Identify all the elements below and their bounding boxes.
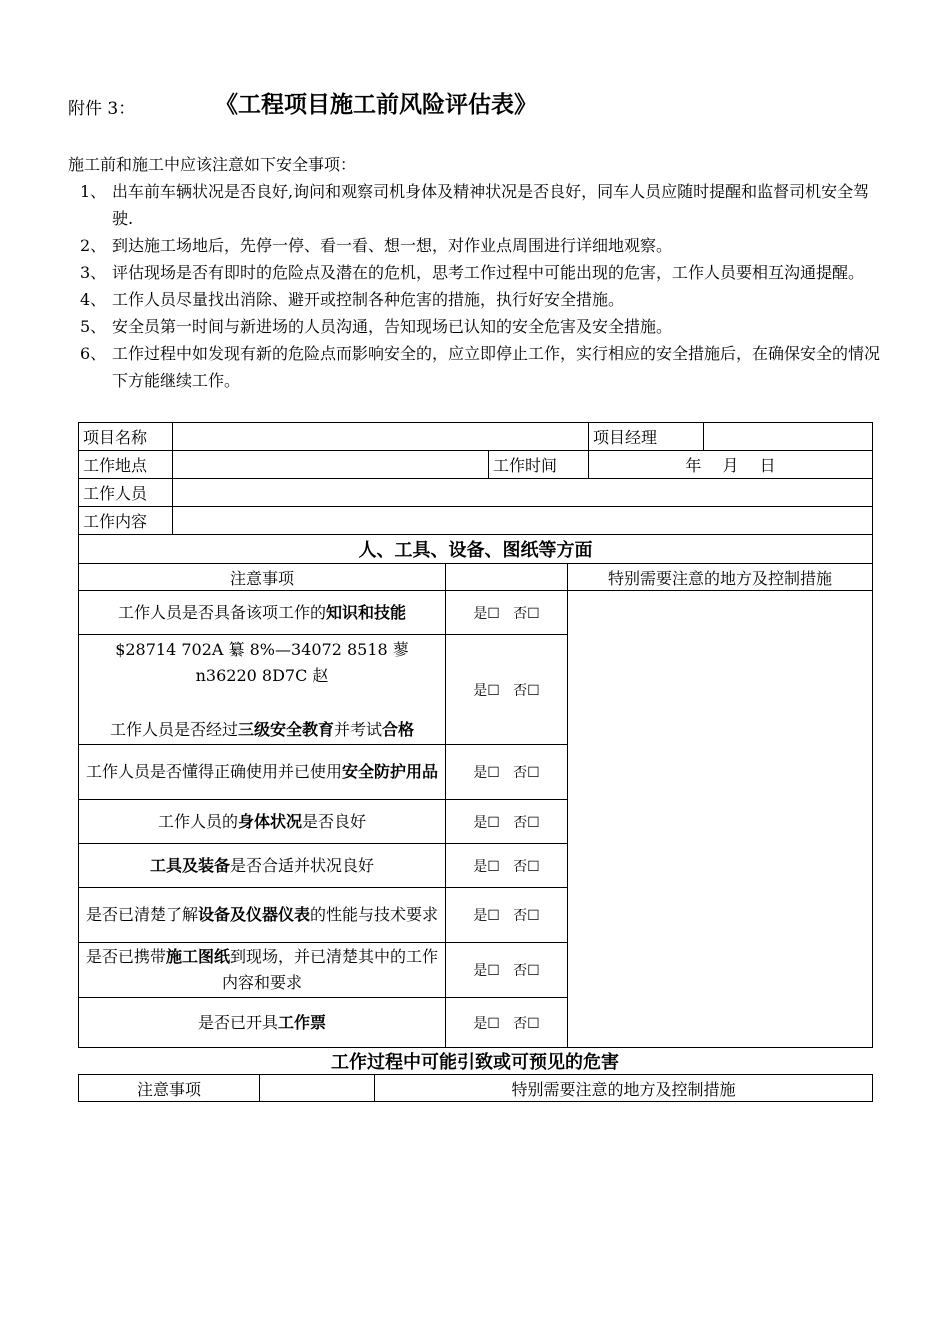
garbled-text: $28714 702A 纂 8%—34072 8518 蓼 n36220 8D7C 赵	[115, 640, 409, 685]
list-item: 5、 安全员第一时间与新进场的人员沟通，告知现场已认知的安全危害及安全措施。	[80, 317, 673, 336]
title-row	[68, 86, 888, 126]
project-name-label: 项目名称	[79, 423, 173, 451]
column-header-item: 注意事项	[79, 1075, 260, 1102]
column-header-check	[446, 564, 568, 591]
section-title: 人、工具、设备、图纸等方面	[79, 535, 873, 564]
work-location-label: 工作地点	[79, 451, 173, 479]
attachment-label: 附件 3：	[68, 99, 136, 119]
column-header-item: 注意事项	[79, 564, 446, 591]
risk-checklist-table	[78, 534, 873, 1048]
check-item: 工作人员是否具备该项工作的知识和技能	[79, 591, 446, 635]
yes-no-checkbox[interactable]: 是☐ 否☐	[446, 998, 568, 1048]
work-content-label: 工作内容	[79, 507, 173, 535]
page-title: 《工程项目施工前风险评估表》	[215, 92, 537, 118]
yes-no-checkbox[interactable]: 是☐ 否☐	[446, 844, 568, 888]
yes-no-checkbox[interactable]: 是☐ 否☐	[446, 635, 568, 745]
list-item: 2、 到达施工场地后，先停一停、看一看、想一想，对作业点周围进行详细地观察。	[80, 236, 673, 255]
column-header-measures: 特别需要注意的地方及控制措施	[568, 564, 873, 591]
column-header-blank	[260, 1075, 375, 1102]
yes-no-checkbox[interactable]: 是☐ 否☐	[446, 591, 568, 635]
check-item: 是否已携带施工图纸到现场，并已清楚其中的工作内容和要求	[79, 943, 446, 998]
project-manager-field[interactable]	[704, 423, 873, 451]
work-date-field[interactable]: 年 月 日	[589, 451, 873, 479]
column-header-measures: 特别需要注意的地方及控制措施	[375, 1075, 873, 1102]
list-item: 4、 工作人员尽量找出消除、避开或控制各种危害的措施，执行好安全措施。	[80, 290, 625, 309]
project-name-field[interactable]	[173, 423, 589, 451]
check-item: 是否已清楚了解设备及仪器仪表的性能与技术要求	[79, 888, 446, 943]
check-item: 工作人员是否懂得正确使用并已使用安全防护用品	[79, 745, 446, 800]
table-row	[79, 591, 873, 635]
yes-no-checkbox[interactable]: 是☐ 否☐	[446, 943, 568, 998]
project-info-table	[78, 422, 873, 535]
hazards-table	[78, 1074, 873, 1102]
section-title-hazards: 工作过程中可能引致或可预见的危害	[331, 1052, 619, 1073]
check-item: 是否已开具工作票	[79, 998, 446, 1048]
list-item: 3、 评估现场是否有即时的危险点及潜在的危机，思考工作过程中可能出现的危害，工作人员要相互沟通提醒。	[80, 263, 865, 282]
yes-no-checkbox[interactable]: 是☐ 否☐	[446, 800, 568, 844]
yes-no-checkbox[interactable]: 是☐ 否☐	[446, 745, 568, 800]
check-item: 工具及装备是否合适并状况良好	[79, 844, 446, 888]
list-item: 6、 工作过程中如发现有新的危险点而影响安全的，应立即停止工作，实行相应的安全措施后，在确保安全的情况下方能继续工作。	[80, 344, 881, 390]
work-personnel-label: 工作人员	[79, 479, 173, 507]
intro-text: 施工前和施工中应该注意如下安全事项：	[68, 155, 357, 174]
work-personnel-field[interactable]	[173, 479, 873, 507]
safety-notes-list	[80, 178, 890, 394]
project-manager-label: 项目经理	[589, 423, 704, 451]
check-item: $28714 702A 纂 8%—34072 8518 蓼 n36220 8D7C 赵 工作人员是否经过三级安全教育并考试合格	[79, 635, 446, 745]
list-item: 1、 出车前车辆状况是否良好,询问和观察司机身体及精神状况是否良好，同车人员应随时提醒和监督司机安全驾驶.	[80, 182, 870, 228]
yes-no-checkbox[interactable]: 是☐ 否☐	[446, 888, 568, 943]
control-measures-field[interactable]	[568, 591, 873, 1048]
work-time-label: 工作时间	[489, 451, 589, 479]
check-item: 工作人员的身体状况是否良好	[79, 800, 446, 844]
work-location-field[interactable]	[173, 451, 489, 479]
work-content-field[interactable]	[173, 507, 873, 535]
